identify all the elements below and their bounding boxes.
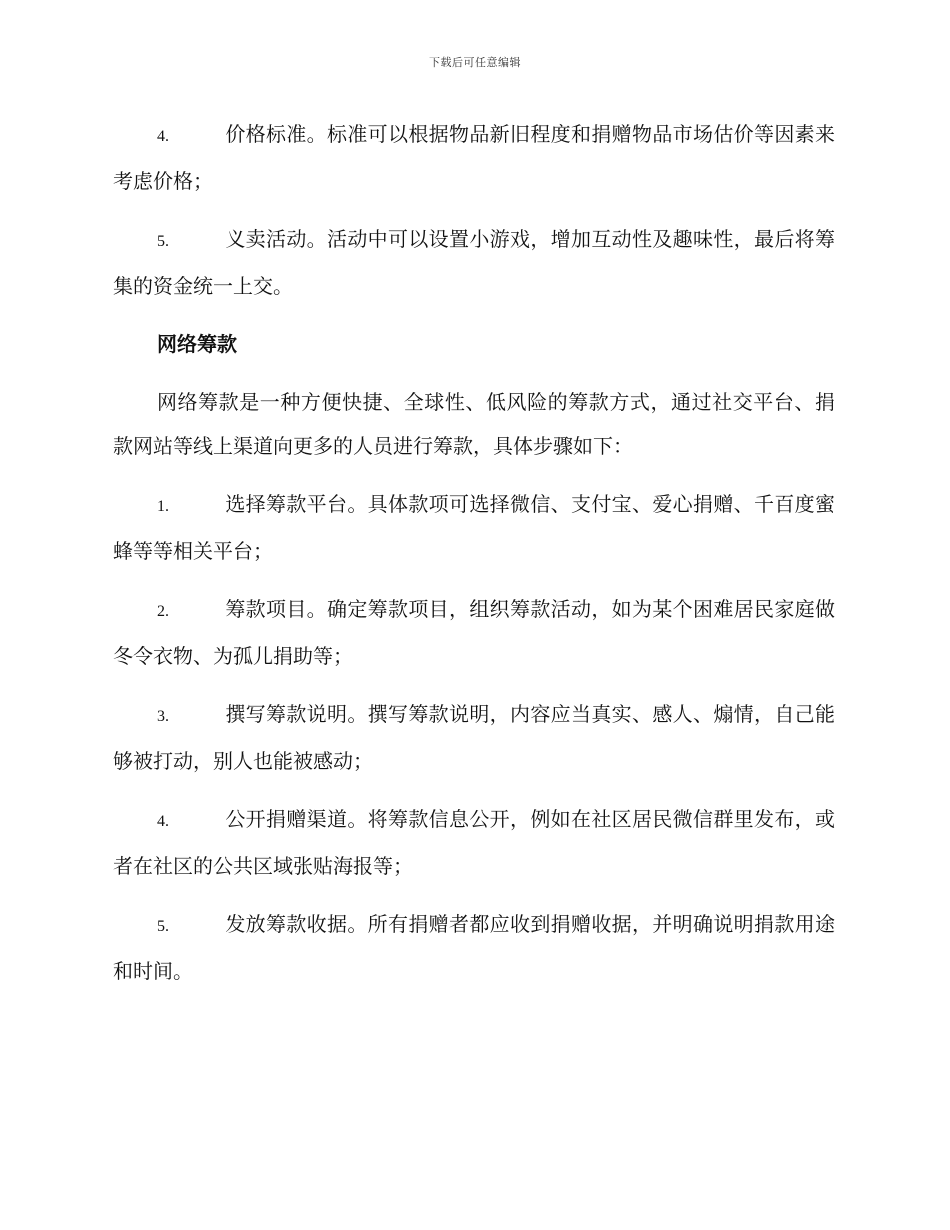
list-item	[113, 587, 835, 678]
item-text: 筹款项目。确定筹款项目，组织筹款活动，如为某个困难居民家庭做冬令衣物、为孤儿捐助等；	[113, 597, 835, 668]
item-number: 3.	[157, 708, 169, 725]
section-heading: 网络筹款	[157, 332, 237, 356]
list-item	[113, 217, 835, 308]
list-item	[113, 902, 835, 993]
item-text: 选择筹款平台。具体款项可选择微信、支付宝、爱心捐赠、千百度蜜蜂等等相关平台；	[113, 492, 835, 563]
item-text: 撰写筹款说明。撰写筹款说明，内容应当真实、感人、煽情，自己能够被打动，别人也能被感动；	[113, 702, 835, 773]
item-number: 5.	[157, 918, 169, 935]
item-text: 发放筹款收据。所有捐赠者都应收到捐赠收据，并明确说明捐款用途和时间。	[113, 912, 835, 983]
intro-paragraph: 网络筹款是一种方便快捷、全球性、低风险的筹款方式，通过社交平台、捐款网站等线上渠道向更多的人员进行筹款，具体步骤如下：	[113, 390, 835, 458]
item-number: 5.	[157, 233, 169, 250]
list-item	[113, 692, 835, 783]
item-text: 义卖活动。活动中可以设置小游戏，增加互动性及趣味性，最后将筹集的资金统一上交。	[113, 227, 835, 298]
item-number: 2.	[157, 603, 169, 620]
item-number: 4.	[157, 128, 169, 145]
list-item	[113, 797, 835, 888]
item-number: 1.	[157, 498, 169, 515]
document-body	[113, 112, 835, 1007]
list-item	[113, 482, 835, 573]
page-header: 下载后可任意编辑	[429, 56, 521, 69]
item-text: 公开捐赠渠道。将筹款信息公开，例如在社区居民微信群里发布，或者在社区的公共区域张贴海报等；	[113, 807, 835, 878]
item-number: 4.	[157, 813, 169, 830]
item-text: 价格标准。标准可以根据物品新旧程度和捐赠物品市场估价等因素来考虑价格；	[113, 122, 835, 193]
list-item	[113, 112, 835, 203]
